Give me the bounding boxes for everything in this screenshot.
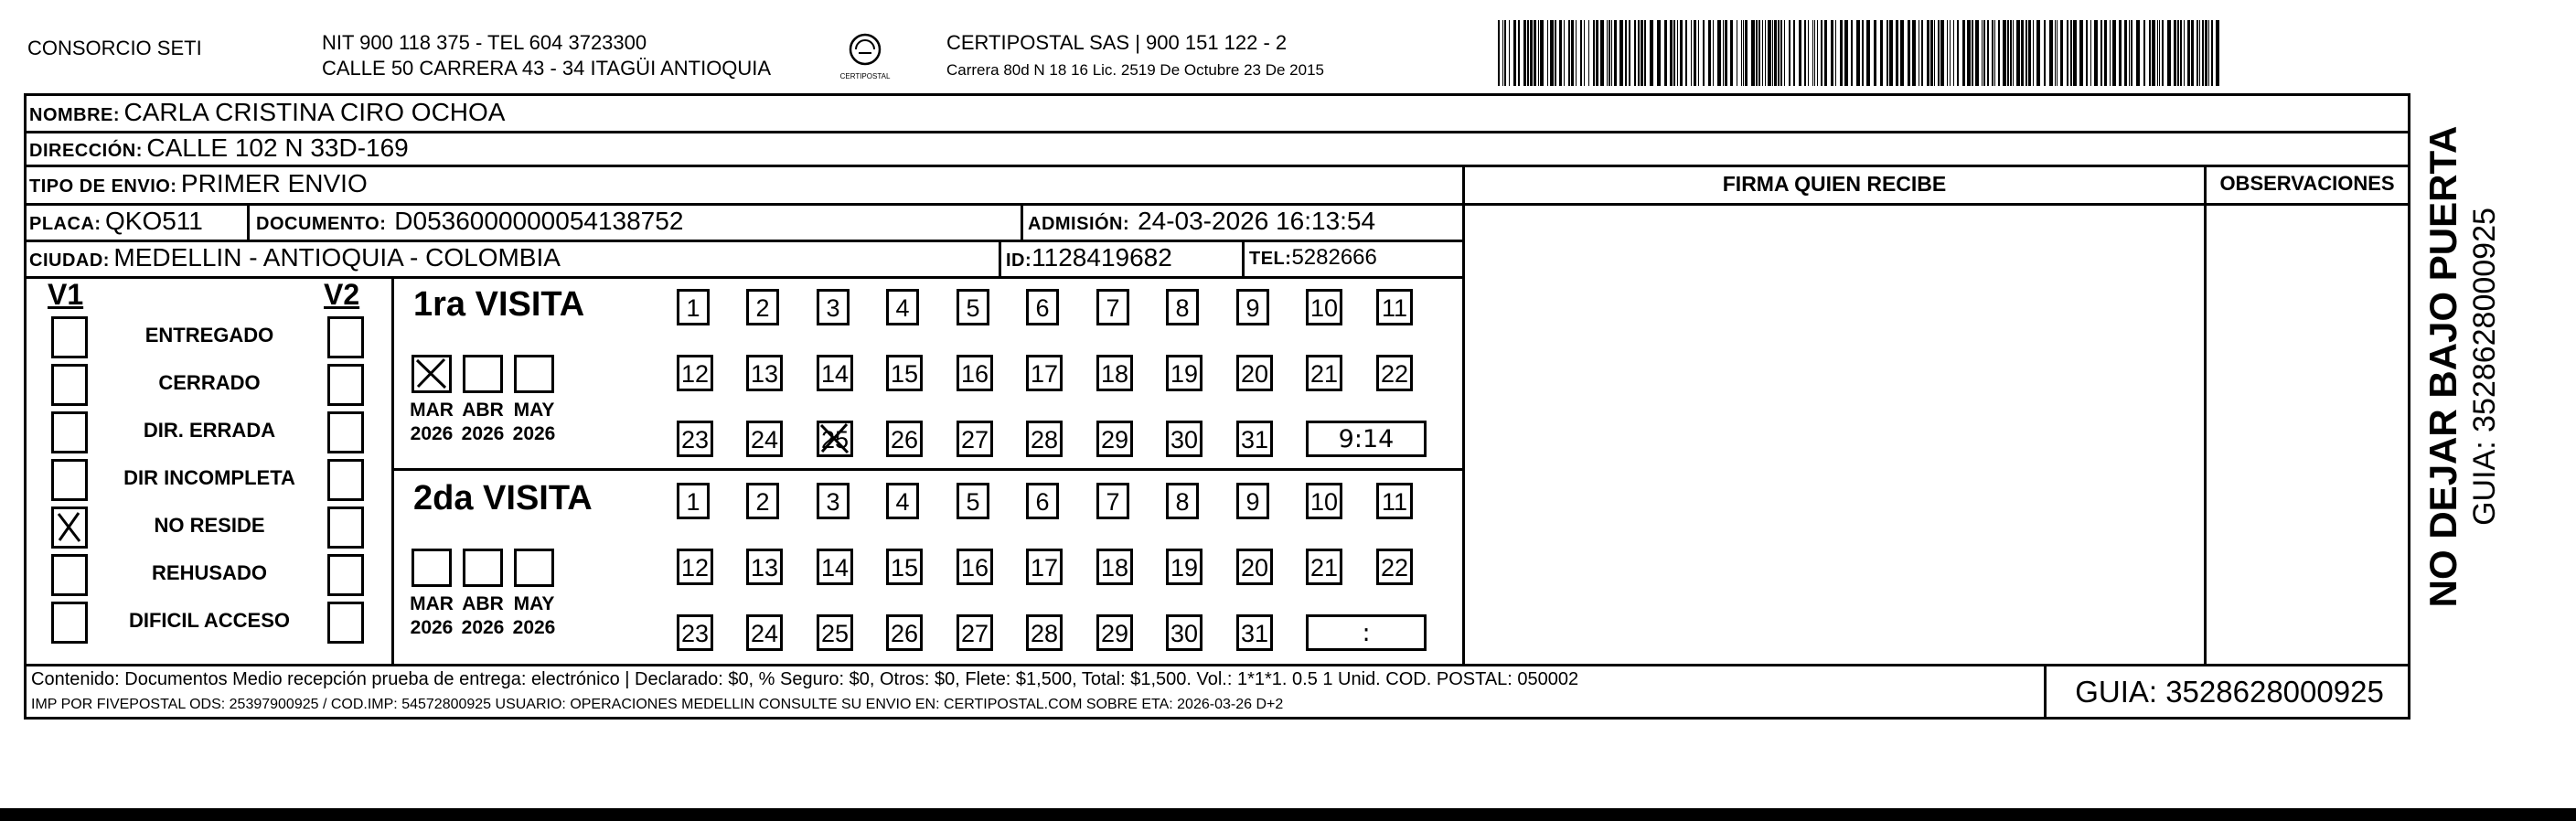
firma-header: FIRMA QUIEN RECIBE <box>1722 172 1947 196</box>
day-box[interactable]: 6 <box>1026 483 1059 519</box>
day-box[interactable]: 15 <box>886 355 923 391</box>
day-box[interactable]: 3 <box>817 289 850 325</box>
time-box[interactable]: 9:14 <box>1306 421 1427 457</box>
nit-line: NIT 900 118 375 - TEL 604 3723300 <box>322 31 647 54</box>
day-box[interactable]: 27 <box>957 614 993 651</box>
certipostal-logo <box>828 31 902 86</box>
logo-text: CERTIPOSTAL <box>839 72 891 80</box>
direccion-label: DIRECCIÓN: <box>29 141 143 161</box>
status-label: ENTREGADO <box>144 324 274 347</box>
nombre-row <box>29 97 505 133</box>
v1-checkbox[interactable] <box>51 411 88 453</box>
admision-label: ADMISIÓN: <box>1028 214 1130 234</box>
visit1-title: 1ra VISITA <box>413 285 585 324</box>
day-box[interactable]: 30 <box>1166 614 1202 651</box>
day-box[interactable]: 9 <box>1236 483 1269 519</box>
tipo-row <box>29 168 368 204</box>
day-box[interactable]: 7 <box>1096 483 1129 519</box>
status-label: NO RESIDE <box>154 514 265 537</box>
ciudad-row <box>29 242 561 278</box>
nombre-label: NOMBRE: <box>29 105 121 125</box>
month-checkbox[interactable] <box>463 355 503 393</box>
day-box[interactable]: 22 <box>1376 549 1413 585</box>
col-divider <box>2044 664 2047 719</box>
day-box[interactable]: 16 <box>957 549 993 585</box>
side-warning-box <box>2422 95 2464 638</box>
day-box[interactable]: 14 <box>817 549 853 585</box>
year-label: 2026 <box>461 423 505 444</box>
checkbox-mark <box>55 510 84 545</box>
day-box[interactable]: 11 <box>1376 289 1413 325</box>
barcode <box>1498 20 2226 86</box>
v2-header: V2 <box>324 278 360 311</box>
v1-checkbox[interactable] <box>51 602 88 644</box>
day-box[interactable]: 31 <box>1236 421 1273 457</box>
status-label: DIR INCOMPLETA <box>123 466 295 489</box>
day-box[interactable]: 2 <box>746 483 779 519</box>
month-label: MAY <box>513 593 555 614</box>
tel-value: 5282666 <box>1291 245 1377 270</box>
year-label: 2026 <box>461 617 505 638</box>
bottom-edge-bar <box>0 808 2576 821</box>
day-box[interactable]: 5 <box>957 289 989 325</box>
day-box[interactable]: 31 <box>1236 614 1273 651</box>
month-mark <box>413 357 450 391</box>
documento-value: D0536000000054138752 <box>394 207 684 235</box>
col-divider <box>1021 203 1023 240</box>
ciudad-label: CIUDAD: <box>29 251 110 271</box>
tel-label: TEL: <box>1249 249 1292 269</box>
documento-row <box>256 206 683 241</box>
admision-row <box>1028 206 1375 241</box>
v1-header: V1 <box>48 278 84 311</box>
v1-checkbox[interactable] <box>51 316 88 358</box>
observaciones-area[interactable] <box>2207 203 2408 664</box>
v2-checkbox[interactable] <box>327 316 364 358</box>
footer-line1: Contenido: Documentos Medio recepción prueba de entrega: electrónico | Declarado: $0, % Seguro: $0, Otros: $0, Flete: $1,500, Total: $1,500. Vol.: 1*1*1. 0.5 1 Unid. COD. POSTAL: 050002 <box>31 669 1579 689</box>
col-divider <box>247 203 250 240</box>
day-box[interactable]: 13 <box>746 355 783 391</box>
day-box[interactable]: 25 <box>817 421 853 457</box>
day-box[interactable]: 20 <box>1236 549 1273 585</box>
status-label: DIFICIL ACCESO <box>128 609 290 632</box>
day-box[interactable]: 8 <box>1166 289 1199 325</box>
day-box[interactable]: 7 <box>1096 289 1129 325</box>
v2-checkbox[interactable] <box>327 411 364 453</box>
certipostal-line1: CERTIPOSTAL SAS | 900 151 122 - 2 <box>946 31 1288 54</box>
side-warning: NO DEJAR BAJO PUERTA <box>2421 125 2464 608</box>
v2-checkbox[interactable] <box>327 554 364 596</box>
day-box[interactable]: 18 <box>1096 549 1133 585</box>
side-guia-box <box>2466 95 2503 638</box>
company-name: CONSORCIO SETI <box>27 37 202 59</box>
day-box[interactable]: 29 <box>1096 614 1133 651</box>
col-divider <box>391 276 394 666</box>
day-box[interactable]: 9 <box>1236 289 1269 325</box>
month-checkbox[interactable] <box>514 549 554 587</box>
v1-checkbox[interactable] <box>51 554 88 596</box>
day-box[interactable]: 19 <box>1166 549 1202 585</box>
footer-divider <box>24 664 2410 666</box>
month-checkbox[interactable] <box>514 355 554 393</box>
day-box[interactable]: 17 <box>1026 549 1063 585</box>
table-left-border <box>24 93 27 720</box>
day-mark <box>818 421 852 456</box>
id-label: ID: <box>1006 251 1032 271</box>
day-box[interactable]: 1 <box>677 483 710 519</box>
month-label: MAR <box>410 400 454 421</box>
certipostal-line2: Carrera 80d N 18 16 Lic. 2519 De Octubre 23 De 2015 <box>946 61 1324 79</box>
id-value: 1128419682 <box>1031 243 1172 272</box>
month-checkbox[interactable] <box>463 549 503 587</box>
day-box[interactable]: 4 <box>886 483 919 519</box>
day-box[interactable]: 20 <box>1236 355 1273 391</box>
day-box[interactable]: 26 <box>886 614 923 651</box>
month-label: ABR <box>462 593 504 614</box>
day-box[interactable]: 16 <box>957 355 993 391</box>
col-divider <box>1242 240 1245 276</box>
observaciones-header: OBSERVACIONES <box>2219 172 2395 195</box>
day-box[interactable]: 19 <box>1166 355 1202 391</box>
day-box[interactable]: 18 <box>1096 355 1133 391</box>
documento-label: DOCUMENTO: <box>256 214 387 234</box>
col-divider <box>999 240 1001 276</box>
time-box[interactable]: : <box>1306 614 1427 651</box>
ciudad-value: MEDELLIN - ANTIOQUIA - COLOMBIA <box>113 243 561 272</box>
day-box[interactable]: 24 <box>746 421 783 457</box>
day-box[interactable]: 12 <box>677 355 713 391</box>
day-box[interactable]: 15 <box>886 549 923 585</box>
day-box[interactable]: 3 <box>817 483 850 519</box>
year-label: 2026 <box>512 617 556 638</box>
day-box[interactable]: 10 <box>1306 289 1342 325</box>
day-box[interactable]: 17 <box>1026 355 1063 391</box>
day-box[interactable]: 22 <box>1376 355 1413 391</box>
v2-checkbox[interactable] <box>327 602 364 644</box>
direccion-row <box>29 133 409 168</box>
placa-value: QKO511 <box>105 207 203 235</box>
status-label: CERRADO <box>158 371 261 394</box>
v2-checkbox[interactable] <box>327 459 364 501</box>
v2-checkbox[interactable] <box>327 506 364 549</box>
day-box[interactable]: 21 <box>1306 549 1342 585</box>
day-box[interactable]: 23 <box>677 421 713 457</box>
day-box[interactable]: 5 <box>957 483 989 519</box>
v1-checkbox[interactable] <box>51 364 88 406</box>
day-box[interactable]: 29 <box>1096 421 1133 457</box>
direccion-value: CALLE 102 N 33D-169 <box>146 133 409 162</box>
nombre-value: CARLA CRISTINA CIRO OCHOA <box>123 98 506 126</box>
side-guia: GUIA: 3528628000925 <box>2467 208 2502 526</box>
tipo-label: TIPO DE ENVIO: <box>29 176 177 197</box>
tipo-value: PRIMER ENVIO <box>180 169 368 197</box>
month-label: ABR <box>462 400 504 421</box>
day-box[interactable]: 11 <box>1376 483 1413 519</box>
day-box[interactable]: 27 <box>957 421 993 457</box>
table-right-border <box>2408 93 2410 720</box>
address-line: CALLE 50 CARRERA 43 - 34 ITAGÜI ANTIOQUIA <box>322 57 772 80</box>
month-label: MAR <box>410 593 454 614</box>
day-box[interactable]: 10 <box>1306 483 1342 519</box>
day-box[interactable]: 26 <box>886 421 923 457</box>
footer-line2: IMP POR FIVEPOSTAL ODS: 25397900925 / COD.IMP: 54572800925 USUARIO: OPERACIONES MEDELLIN CONSULTE SU ENVIO EN: CERTIPOSTAL.COM SOBRE ETA: 2026-03-26 D+2 <box>31 697 1284 712</box>
day-box[interactable]: 23 <box>677 614 713 651</box>
day-box[interactable]: 13 <box>746 549 783 585</box>
placa-label: PLACA: <box>29 214 102 234</box>
day-box[interactable]: 28 <box>1026 614 1063 651</box>
year-label: 2026 <box>410 617 454 638</box>
day-box[interactable]: 25 <box>817 614 853 651</box>
table-bottom-border <box>24 717 2410 720</box>
day-box[interactable]: 2 <box>746 289 779 325</box>
visit2-title: 2da VISITA <box>413 479 593 517</box>
day-box[interactable]: 4 <box>886 289 919 325</box>
year-label: 2026 <box>410 423 454 444</box>
day-box[interactable]: 1 <box>677 289 710 325</box>
month-checkbox[interactable] <box>412 549 452 587</box>
day-box[interactable]: 12 <box>677 549 713 585</box>
day-box[interactable]: 21 <box>1306 355 1342 391</box>
month-label: MAY <box>513 400 555 421</box>
signature-area[interactable] <box>1465 203 2204 664</box>
visit-divider <box>391 468 1463 471</box>
day-box[interactable]: 24 <box>746 614 783 651</box>
status-label: REHUSADO <box>152 561 267 584</box>
v2-checkbox[interactable] <box>327 364 364 406</box>
day-box[interactable]: 6 <box>1026 289 1059 325</box>
footer-guia: GUIA: 3528628000925 <box>2075 675 2384 709</box>
tel-row <box>1249 242 1377 276</box>
status-label: DIR. ERRADA <box>143 419 276 442</box>
placa-row <box>29 206 203 241</box>
id-row <box>1006 242 1172 278</box>
year-label: 2026 <box>512 423 556 444</box>
admision-value: 24-03-2026 16:13:54 <box>1138 207 1376 235</box>
day-box[interactable]: 30 <box>1166 421 1202 457</box>
day-box[interactable]: 28 <box>1026 421 1063 457</box>
v1-checkbox[interactable] <box>51 459 88 501</box>
day-box[interactable]: 8 <box>1166 483 1199 519</box>
day-box[interactable]: 14 <box>817 355 853 391</box>
table-top-border <box>24 93 2410 96</box>
